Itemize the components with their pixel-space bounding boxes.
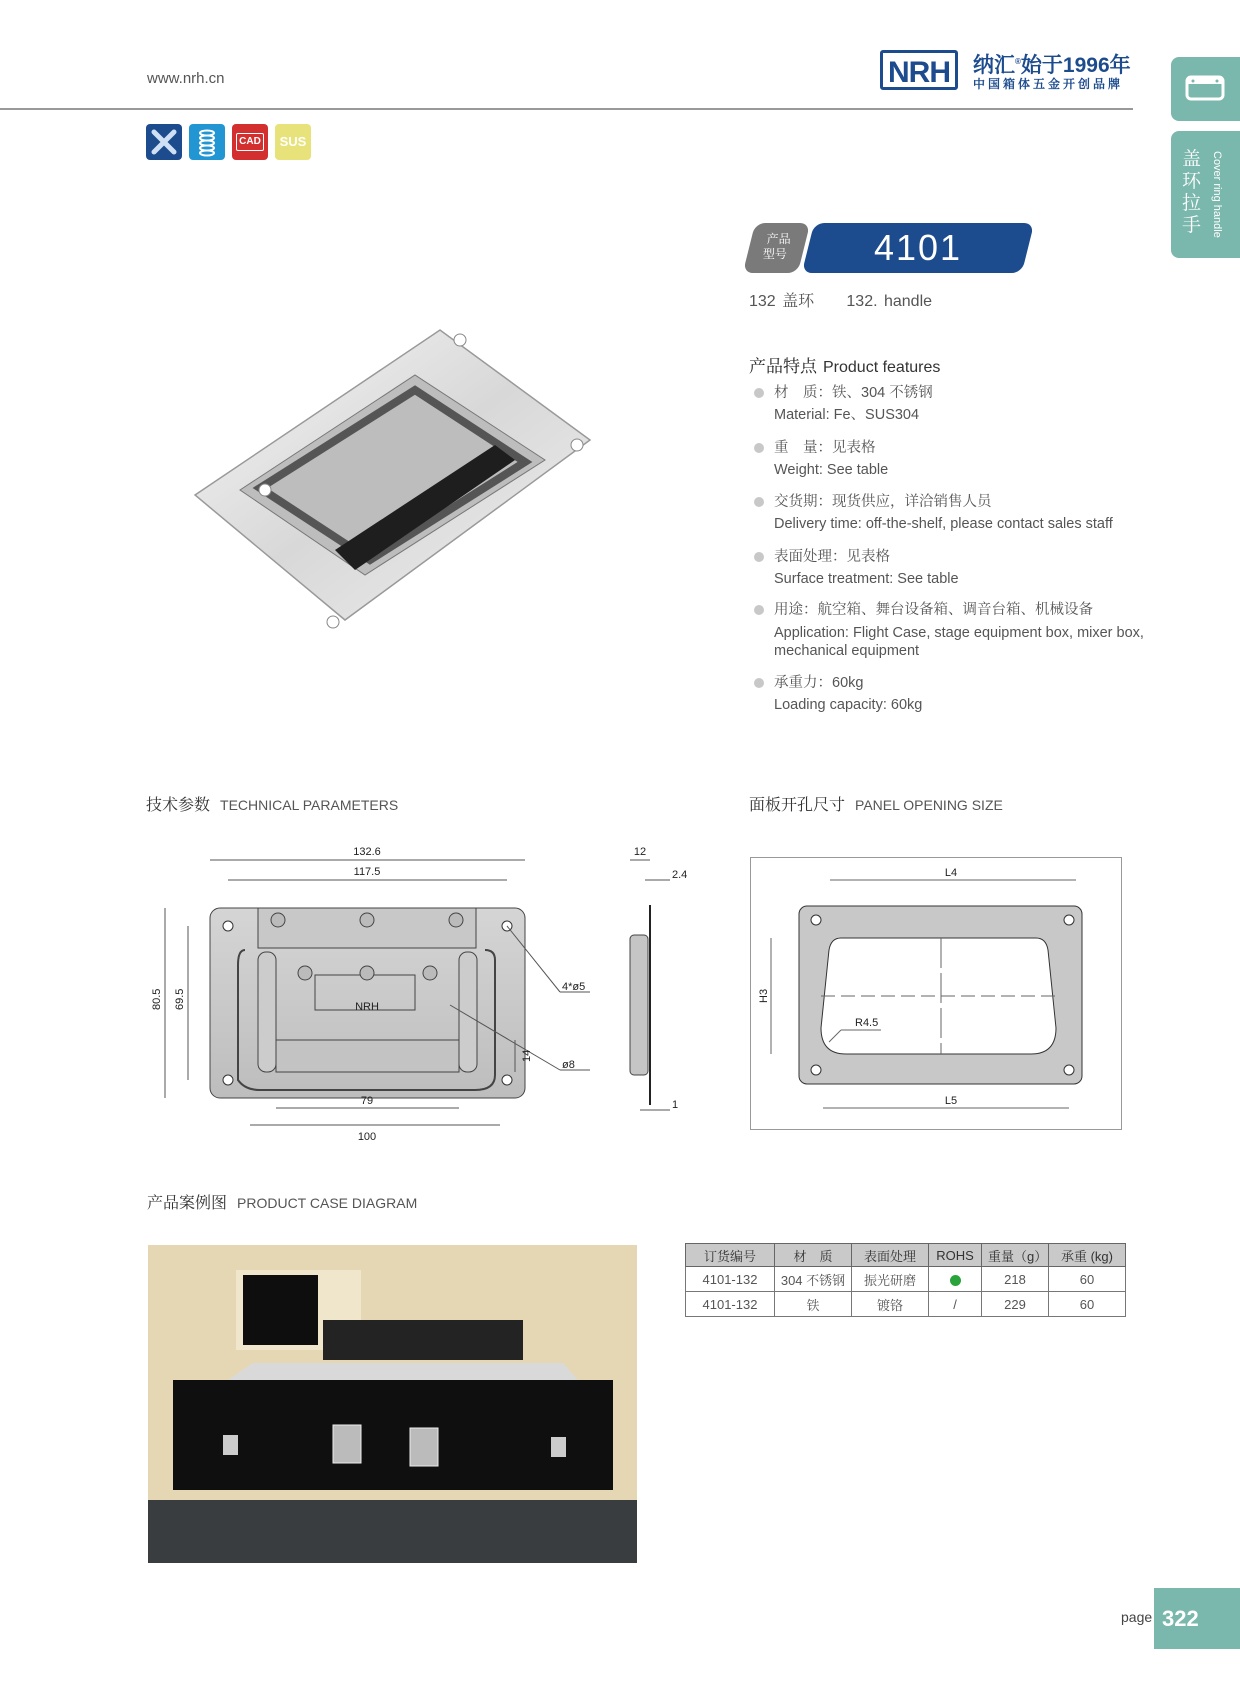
drawing-logo: NRH (355, 1001, 379, 1013)
spec-table (685, 1243, 1126, 1317)
bullet-icon (754, 388, 764, 398)
subname-en: 132. handle (846, 293, 933, 310)
brand-subtitle: 中国箱体五金开创品牌 (973, 77, 1124, 91)
dim-l4: L4 (944, 867, 958, 879)
model-number-box (802, 223, 1034, 273)
flight-case-in-car-image (148, 1245, 637, 1563)
page-label: page (1121, 1609, 1153, 1625)
cell-load: 60 (1049, 1292, 1126, 1317)
cell-rohs (929, 1267, 982, 1292)
cell-finish: 镀铬 (852, 1292, 929, 1317)
feature-cn: 交货期：现货供应，详洽销售人员 (774, 494, 992, 510)
cell-load: 60 (1049, 1267, 1126, 1292)
brand-cn: 纳汇 (973, 54, 1015, 77)
spring-icon (189, 124, 225, 160)
dim-overall-width: 132.6 (353, 846, 381, 858)
feature-item (754, 672, 1174, 716)
dim-l5: L5 (944, 1095, 958, 1107)
features-heading (749, 352, 940, 377)
feature-item (754, 491, 1174, 535)
tech-params-heading (146, 792, 398, 815)
col-rohs: ROHS (929, 1244, 982, 1267)
feature-item (754, 437, 1174, 481)
category-cn: 盖环拉手 (1182, 149, 1202, 236)
panel-opening-heading (749, 792, 1003, 815)
panel-title-en: PANEL OPENING SIZE (855, 797, 1003, 813)
feature-cn: 表面处理：见表格 (774, 549, 890, 565)
subname-cn: 132 盖环 (749, 293, 815, 310)
dim-overall-height: 80.5 (151, 988, 163, 1010)
col-load: 承重 (kg) (1049, 1244, 1126, 1267)
category-icon-tab[interactable] (1171, 57, 1240, 121)
features-title-cn: 产品特点 (749, 357, 817, 376)
feature-cn: 用途：航空箱、舞台设备箱、调音台箱、机械设备 (774, 602, 1093, 618)
feature-en: Surface treatment: See table (774, 571, 959, 587)
header-divider (0, 108, 1133, 110)
model-label (743, 223, 810, 273)
cad-badge (232, 124, 268, 160)
feature-cn: 材 质：铁、304 不锈钢 (774, 385, 933, 401)
brand-logo: NRH (880, 50, 958, 90)
page-number: 322 (1154, 1588, 1240, 1649)
dim-inner-width: 100 (357, 1131, 377, 1143)
dim-plate-offset: 2.4 (672, 869, 688, 881)
design-tools-badge (146, 124, 182, 160)
feature-en: Application: Flight Case, stage equipment box, mixer box, mechanical equipment (774, 625, 1144, 659)
technical-drawing (150, 840, 710, 1150)
brand-slogan: 始于1996年 (1020, 54, 1131, 77)
cell-finish: 振光研磨 (852, 1267, 929, 1292)
bullet-icon (754, 605, 764, 615)
dim-hole-spacing-h: 69.5 (174, 988, 186, 1010)
feature-en: Delivery time: off-the-shelf, please contact sales staff (774, 516, 1113, 532)
feature-item (754, 546, 1174, 590)
dim-grip-dia: 14 (521, 1049, 533, 1062)
product-photo (185, 310, 605, 640)
col-weight: 重量（g） (982, 1244, 1049, 1267)
table-header-row (686, 1244, 1126, 1267)
table-row (686, 1267, 1126, 1292)
case-title-cn: 产品案例图 (147, 1195, 228, 1212)
product-subname (749, 288, 932, 311)
bullet-icon (754, 678, 764, 688)
feature-cn: 重 量：见表格 (774, 440, 876, 456)
dim-thickness: 1 (672, 1099, 679, 1111)
dim-radius: R4.5 (855, 1017, 879, 1029)
dim-pin: ø8 (562, 1059, 575, 1071)
model-number: 4101 (873, 227, 963, 268)
handle-product-image (185, 310, 605, 640)
table-row (686, 1292, 1126, 1317)
cell-code: 4101-132 (686, 1292, 775, 1317)
col-finish: 表面处理 (852, 1244, 929, 1267)
category-en: Cover ring handle (1211, 151, 1223, 238)
cell-material: 304 不锈钢 (775, 1267, 852, 1292)
cell-weight: 218 (982, 1267, 1049, 1292)
case-photo (148, 1245, 637, 1563)
bullet-icon (754, 552, 764, 562)
bullet-icon (754, 497, 764, 507)
spring-badge (189, 124, 225, 160)
bullet-icon (754, 443, 764, 453)
model-label-line1: 产品 (766, 232, 791, 246)
panel-title-cn: 面板开孔尺寸 (749, 797, 846, 814)
col-material: 材 质 (775, 1244, 852, 1267)
sus-badge: SUS (275, 124, 311, 160)
cell-material: 铁 (775, 1292, 852, 1317)
website-url[interactable]: www.nrh.cn (147, 70, 225, 87)
dim-depth: 12 (633, 846, 647, 858)
features-title-en: Product features (823, 359, 941, 376)
dim-grip-len: 79 (360, 1095, 374, 1107)
dim-holes: 4*ø5 (562, 981, 586, 993)
feature-en: Weight: See table (774, 462, 889, 478)
feature-en: Material: Fe、SUS304 (774, 407, 920, 423)
handle-icon (1171, 57, 1240, 121)
feature-item (754, 382, 1174, 426)
tech-title-en: TECHNICAL PARAMETERS (220, 797, 399, 813)
col-order-code: 订货编号 (686, 1244, 775, 1267)
cell-rohs: / (929, 1292, 982, 1317)
feature-cn: 承重力：60kg (774, 675, 864, 691)
case-title-en: PRODUCT CASE DIAGRAM (237, 1195, 418, 1211)
dim-h3: H3 (758, 988, 770, 1003)
cell-weight: 229 (982, 1292, 1049, 1317)
model-label-line2: 型号 (762, 247, 787, 261)
category-tab[interactable] (1171, 131, 1240, 258)
feature-item (754, 599, 1174, 660)
cell-code: 4101-132 (686, 1267, 775, 1292)
design-tools-icon (146, 124, 182, 160)
case-heading (147, 1190, 417, 1213)
panel-opening-drawing (750, 857, 1122, 1130)
cad-file-icon: CAD (236, 133, 264, 151)
dim-hole-spacing-w: 117.5 (353, 866, 381, 878)
feature-en: Loading capacity: 60kg (774, 697, 923, 713)
rohs-compliant-icon (950, 1275, 961, 1286)
tech-title-cn: 技术参数 (146, 797, 211, 814)
brand-name: 纳汇®始于1996年 (973, 54, 1131, 77)
